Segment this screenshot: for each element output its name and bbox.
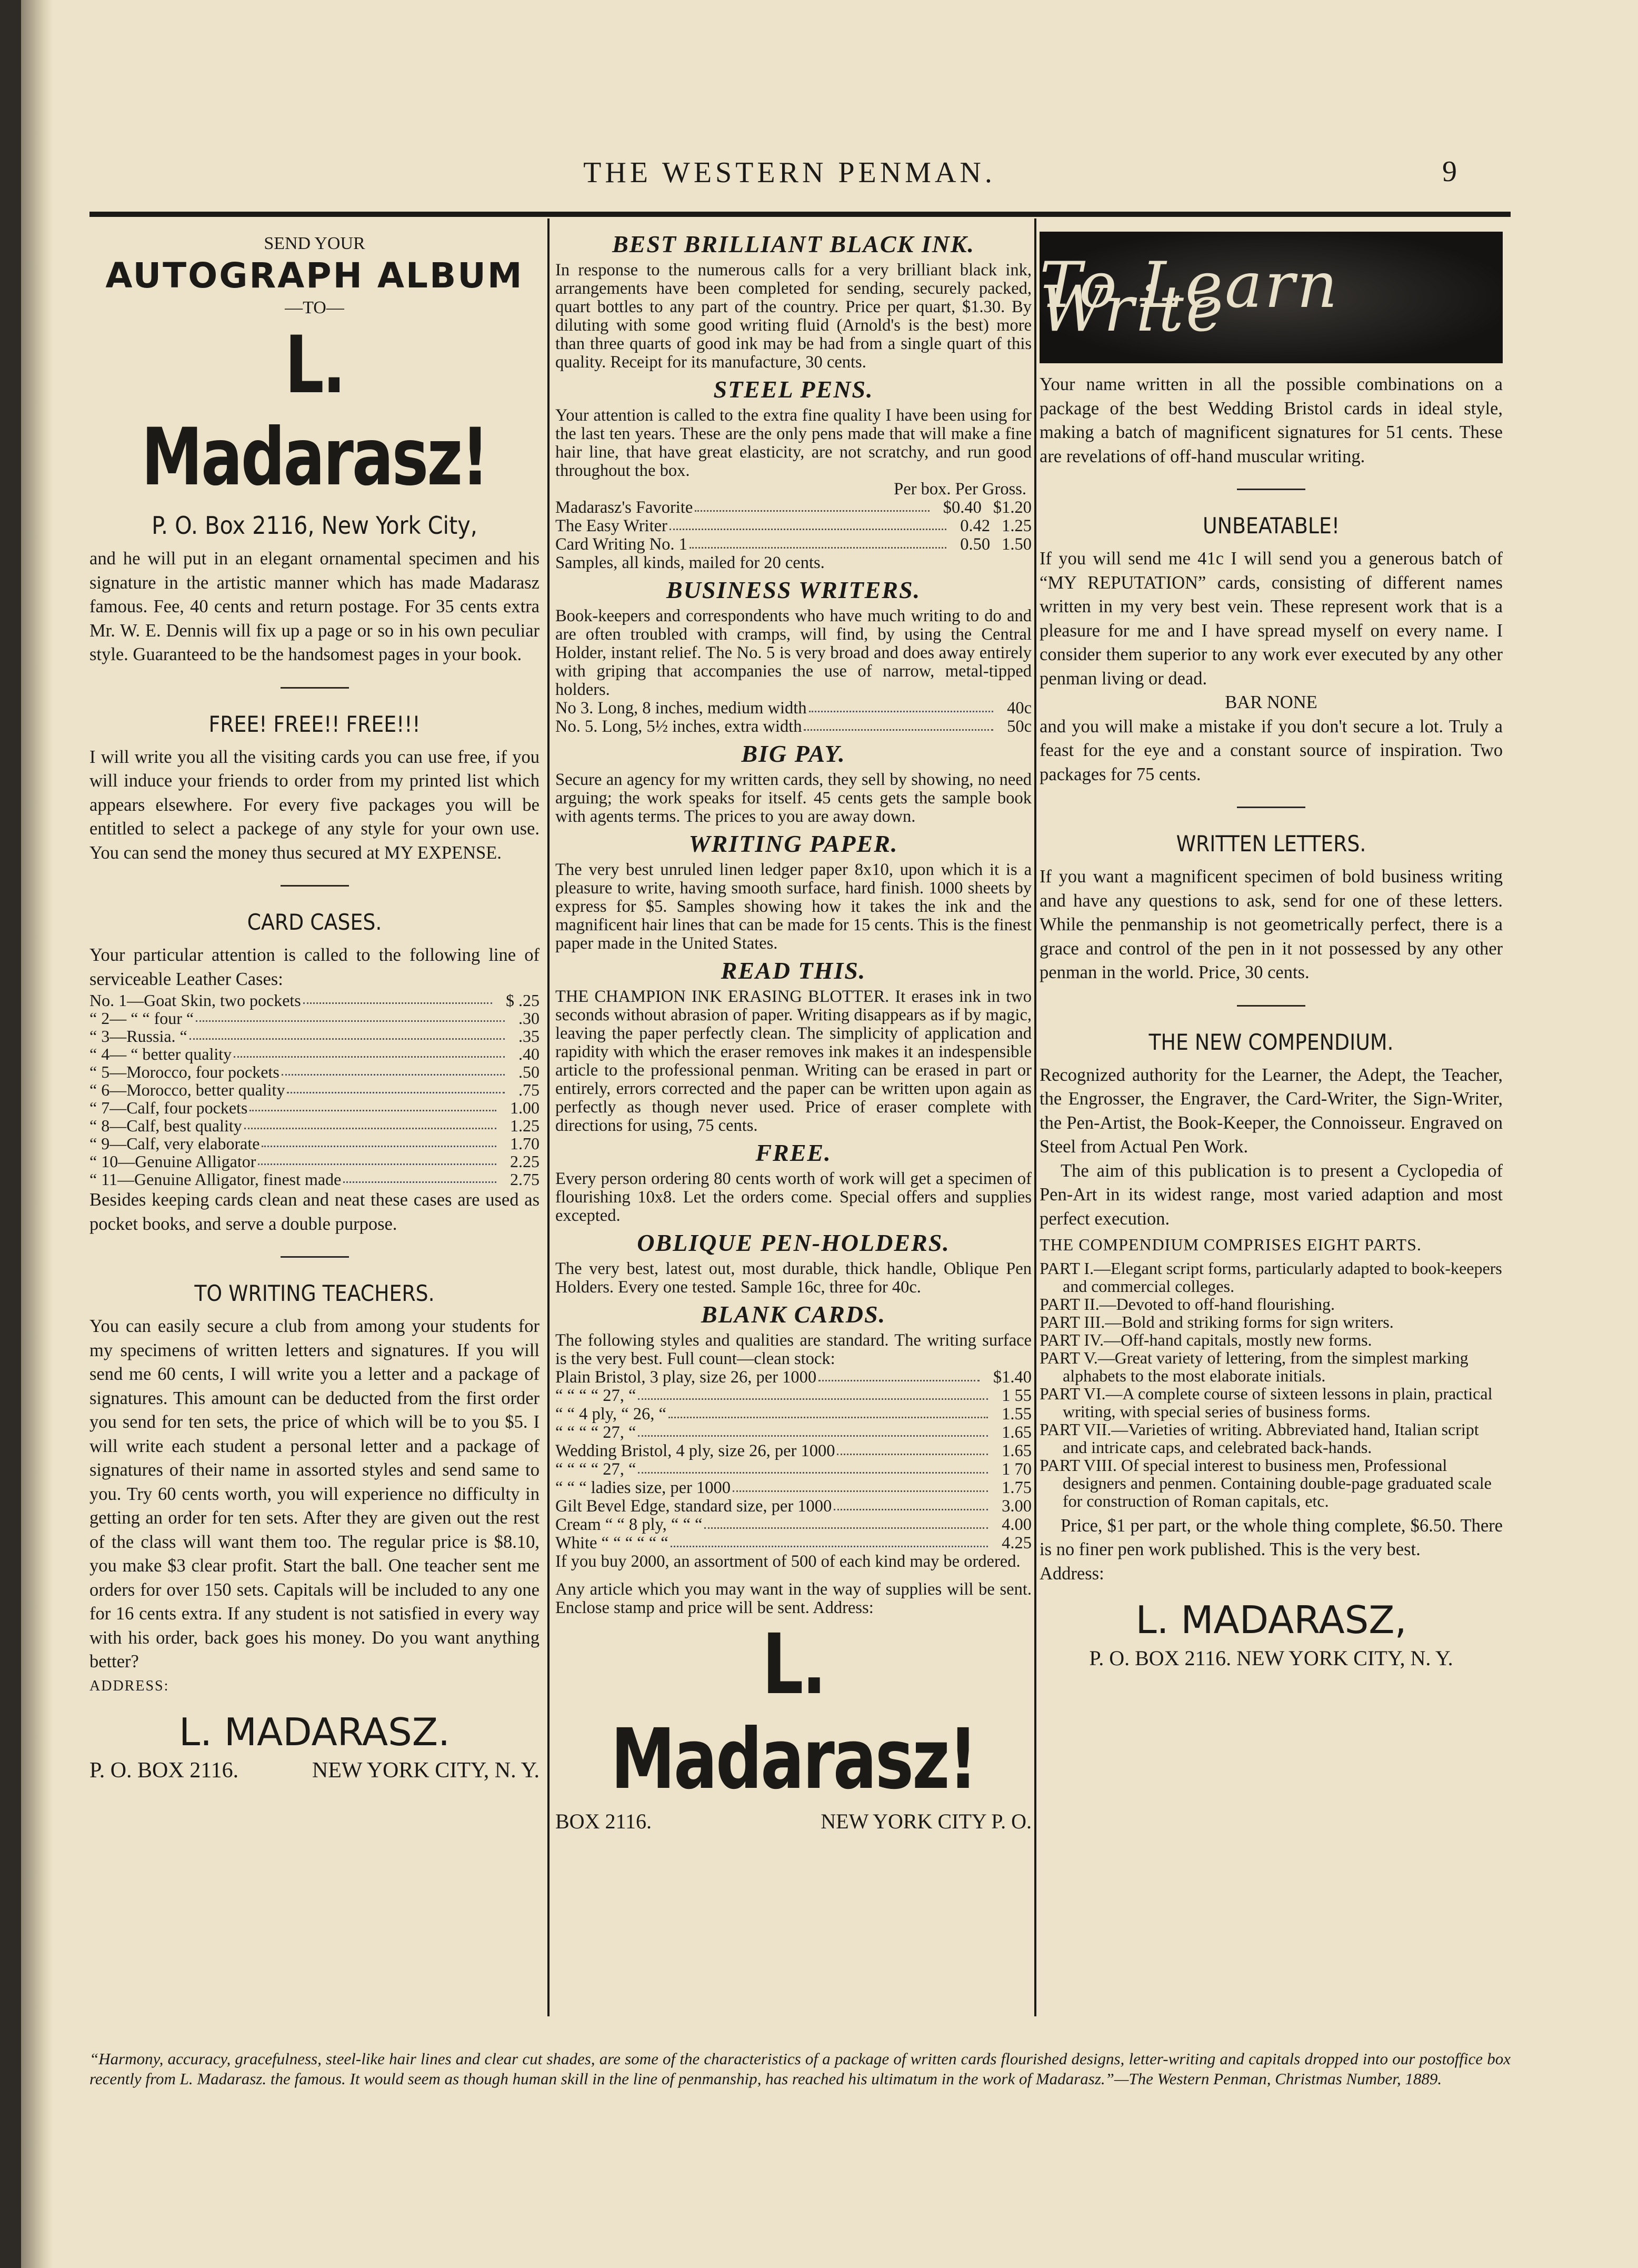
price-row: [555, 1424, 1032, 1442]
blank-cards-text: The following styles and qualities are standard. The writing surface is the very best. Full count—clean stock:: [555, 1331, 1032, 1368]
price-row: [555, 1497, 1032, 1516]
leader-dots: [690, 535, 946, 549]
autograph-text: and he will put in an elegant ornamental specimen and his signature in the artistic manner which has made Madarasz famous. Fee, 40 cents and return postage. For 35 cents extra Mr. W. E. Dennis will fix up a page or so in his own peculiar style. Guaranteed to be the handsomest pages in your book.: [89, 549, 540, 664]
row-price: 40c: [1007, 699, 1032, 718]
compendium-part: PART VII.—Varieties of writing. Abbreviated hand, Italian script and intricate caps, and celebrated back-hands.: [1040, 1419, 1479, 1457]
leader-dots: [695, 499, 929, 512]
row-label: “ “ 4 ply, “ 26, “: [555, 1405, 666, 1424]
column-rule-2: [1034, 218, 1036, 2016]
leader-dots: [258, 1152, 496, 1165]
price-row: [555, 699, 1032, 718]
supplies-text: Any article which you may want in the way of supplies will be sent. Enclose stamp and price will be sent. Address:: [555, 1580, 1032, 1617]
leader-dots: [189, 1027, 505, 1040]
price-row: [555, 1442, 1032, 1460]
leader-dots: [196, 1009, 505, 1022]
compendium-part: PART V.—Great variety of lettering, from the simplest marking alphabets to the most elaborate initials.: [1040, 1348, 1469, 1385]
big-pay-heading: BIG PAY.: [741, 740, 846, 767]
pens-list: [555, 499, 1032, 554]
row-gross: 1.25: [1002, 516, 1032, 535]
row-gross: 1.50: [1002, 535, 1032, 554]
leader-dots: [234, 1045, 505, 1058]
separator: [1237, 489, 1305, 490]
row-box: 0.42: [960, 516, 991, 535]
leader-dots: [343, 1170, 496, 1183]
leader-dots: [303, 991, 492, 1004]
price-row: [89, 1081, 540, 1099]
compendium-part: PART I.—Elegant script forms, particularly adapted to book-keepers and commercial colleges.: [1040, 1258, 1502, 1296]
row-label: Gilt Bevel Edge, standard size, per 1000: [555, 1497, 832, 1516]
price-text: Price, $1 per part, or the whole thing complete, $6.50. There is no finer pen work published. This is the very best.: [1040, 1515, 1503, 1559]
madarasz-name-2: L. Madarasz!: [611, 1616, 976, 1808]
leader-dots: [837, 1442, 988, 1455]
unbeatable-text: If you will send me 41c I will send you a generous batch of “MY REPUTATION” cards, consisting of different names written in my very best vein. These represent work that is a pleasure for me and I have spread myself on every name. I consider them superior to any work ever executed by any other penman living or dead.: [1040, 549, 1503, 689]
row-label: Card Writing No. 1: [555, 535, 687, 554]
holders-list: [555, 699, 1032, 736]
running-header: THE WESTERN PENMAN.: [583, 156, 996, 189]
business-writers-text: Book-keepers and correspondents who have much writing to do and are often troubled with cramps, will find, by using the Central Holder, instant relief. The No. 5 is very broad and does away entirely with griping that accompanies the use of narrow, metal-tipped holders.: [555, 606, 1032, 699]
leader-dots: [282, 1063, 505, 1076]
price-row: [555, 1460, 1032, 1479]
banner-script: To Learn Write: [1040, 248, 1340, 346]
address-label-3: Address:: [1040, 1563, 1104, 1584]
oblique-holders-text: The very best, latest out, most durable, thick handle, Oblique Pen Holders. Every one tested. Sample 16c, three for 40c.: [555, 1259, 1032, 1297]
address-city: NEW YORK CITY, N. Y.: [312, 1758, 540, 1783]
row-price: 4.25: [1002, 1534, 1032, 1553]
madarasz-name: L. Madarasz!: [141, 320, 488, 503]
price-row: [89, 1170, 540, 1188]
free-text: I will write you all the visiting cards you can use free, if you will induce your friends to order from my printed list which appears elsewhere. For every five packages you will be entitled to select a packege of any style for your own use. You can send the money thus secured at MY EXPENSE.: [89, 747, 540, 863]
row-label: “ 3—Russia. “: [89, 1027, 187, 1046]
row-label: “ 9—Calf, very elaborate: [89, 1134, 260, 1153]
price-row: [555, 499, 1032, 517]
compendium-parts-list: [1040, 1259, 1503, 1510]
writing-paper-text: The very best unruled linen ledger paper 8x10, upon which it is a pleasure to write, having smooth surface, hard finish. 1000 sheets by express for $5. Samples showing how it takes the ink and the magnificent hair lines that can be made for 15 cents. This is the finest paper made in the United States.: [555, 860, 1032, 953]
ink-heading: BEST BRILLIANT BLACK INK.: [612, 231, 975, 257]
to-learn-write-banner: [1040, 232, 1503, 363]
separator: [1237, 1005, 1305, 1007]
row-label: “ “ “ ladies size, per 1000: [555, 1478, 731, 1497]
row-label: Wedding Bristol, 4 ply, size 26, per 1000: [555, 1441, 835, 1460]
row-price: $ .25: [506, 991, 540, 1010]
row-price: 1 55: [1002, 1386, 1032, 1405]
page-number: 9: [1442, 155, 1457, 188]
price-row: [89, 1135, 540, 1152]
unbeatable-text-2: and you will make a mistake if you don't secure a lot. Truly a feast for the eye and a constant source of inspiration. Two packages for 75 cents.: [1040, 716, 1503, 784]
blank-cards-heading: BLANK CARDS.: [701, 1301, 886, 1328]
business-writers-heading: BUSINESS WRITERS.: [666, 576, 921, 603]
compendium-part: PART IV.—Off-hand capitals, mostly new forms.: [1040, 1330, 1372, 1349]
row-price: 1.65: [1002, 1441, 1032, 1460]
pens-text: Your attention is called to the extra fine quality I have been using for the last ten years. These are the only pens made that will make a fine hair line, that have great elasticity, are not scratchy, and run good throughout the box.: [555, 406, 1032, 480]
row-price: 1.55: [1002, 1405, 1032, 1424]
row-label: “ 7—Calf, four pockets: [89, 1098, 248, 1117]
autograph-box: P. O. Box 2116, New York City,: [152, 511, 477, 540]
writing-teachers-heading: TO WRITING TEACHERS.: [194, 1280, 435, 1306]
leader-dots: [638, 1460, 988, 1474]
row-label: Cream “ “ 8 ply, “ “ “: [555, 1515, 703, 1534]
row-label: “ 8—Calf, best quality: [89, 1116, 242, 1135]
leader-dots: [809, 699, 994, 712]
price-row: [555, 517, 1032, 535]
row-price: .40: [518, 1045, 540, 1063]
separator: [281, 885, 349, 887]
price-row: [89, 1099, 540, 1117]
leader-dots: [244, 1117, 496, 1129]
row-label: Madarasz's Favorite: [555, 498, 693, 517]
price-row: [89, 1027, 540, 1045]
free-heading: FREE! FREE!! FREE!!!: [208, 711, 421, 737]
newspaper-page: [21, 0, 1638, 2268]
free-text-2: Every person ordering 80 cents worth of work will get a specimen of flourishing 10x8. Let the orders come. Special offers and supplies excepted.: [555, 1169, 1032, 1225]
price-row: [555, 535, 1032, 554]
row-label: “ 11—Genuine Alligator, finest made: [89, 1170, 342, 1189]
address-line-2: [555, 1807, 1032, 1836]
address-city-2: NEW YORK CITY P. O.: [821, 1809, 1032, 1833]
row-price: .75: [518, 1080, 540, 1099]
row-gross: $1.20: [993, 498, 1032, 517]
column-rule-1: [547, 218, 550, 2016]
row-label: White “ “ “ “ “ “: [555, 1534, 668, 1553]
leader-dots: [638, 1424, 988, 1437]
compendium-part: PART II.—Devoted to off-hand flourishing.: [1040, 1294, 1335, 1314]
separator: [281, 1256, 349, 1258]
row-label: “ “ “ “ 27, “: [555, 1460, 636, 1479]
column-1: [89, 226, 540, 1785]
pens-note: Samples, all kinds, mailed for 20 cents.: [555, 553, 825, 572]
price-row: [555, 1479, 1032, 1497]
leader-dots: [804, 718, 993, 731]
separator: [281, 687, 349, 689]
card-cases-list: [89, 991, 540, 1188]
compendium-part: PART III.—Bold and striking forms for sign writers.: [1040, 1312, 1394, 1331]
price-row: [89, 1117, 540, 1135]
row-price: 2.75: [510, 1170, 540, 1189]
row-label: “ 5—Morocco, four pockets: [89, 1062, 279, 1081]
signature-name-3: L. MADARASZ,: [1135, 1598, 1407, 1642]
column-2: [555, 226, 1032, 1836]
price-row: [89, 1152, 540, 1170]
price-row: [555, 1387, 1032, 1405]
row-label: No. 5. Long, 5½ inches, extra width: [555, 717, 802, 736]
price-row: [555, 718, 1032, 736]
written-letters-text: If you want a magnificent specimen of bold business writing and have any questions to ask, send for one of these letters. While the penmanship is not geometrically perfect, there is a grace and control of the pen in it not possessed by any other penman in the world. Price, 30 cents.: [1040, 867, 1503, 982]
row-label: “ 6—Morocco, better quality: [89, 1080, 285, 1099]
row-price: 3.00: [1002, 1497, 1032, 1516]
row-label: No 3. Long, 8 inches, medium width: [555, 699, 807, 718]
row-label: “ 2— “ “ four “: [89, 1009, 194, 1028]
compendium-heading: THE NEW COMPENDIUM.: [1148, 1029, 1394, 1055]
row-price: 2.25: [510, 1152, 540, 1171]
row-price: 1 70: [1002, 1460, 1032, 1479]
price-row: [89, 1009, 540, 1027]
row-price: 4.00: [1002, 1515, 1032, 1534]
separator: [1237, 807, 1305, 808]
row-label: “ 4— “ better quality: [89, 1045, 232, 1063]
compendium-parts-head: THE COMPENDIUM COMPRISES EIGHT PARTS.: [1040, 1235, 1422, 1254]
price-row: [555, 1368, 1032, 1387]
read-this-text: THE CHAMPION INK ERASING BLOTTER. It erases ink in two seconds without abrasion of paper. Writing disappears as if by magic, leaving the paper perfectly clean. The simplicity of application and rapidity with which the eraser removes ink makes it an indespensible article to the professional penman. Writing can be erased in part or entirely, errors corrected and the paper can be written upon again as perfectly as though never used. Price of eraser complete with directions for using, 75 cents.: [555, 987, 1032, 1135]
row-price: .35: [518, 1027, 540, 1046]
signatures-text: Your name written in all the possible combinations on a package of the best Wedding Bristol cards in ideal style, making a batch of magnificent signatures for 51 cents. These are revelations of off-hand muscular writing.: [1040, 374, 1503, 466]
leader-dots: [818, 1368, 980, 1381]
row-label: Plain Bristol, 3 play, size 26, per 1000: [555, 1368, 817, 1387]
leader-dots: [671, 1534, 988, 1547]
row-price: .30: [518, 1009, 540, 1028]
writing-teachers-text: You can easily secure a club from among your students for my specimens of written letters and signatures. If you will send me 60 cents, I will write you a letter and a package of signatures. This amount can be deducted from the first order you send for ten sets, the price of which will be to you $5. I will write each student a personal letter and a package of signatures of their name in assorted styles and send same to you. Try 60 cents worth, you will experience no difficulty in getting an order for ten sets. After they are given out the rest of the class will want them too. The regular price is $8.10, you make $3 clear profit. Start the ball. One teacher sent me orders for over 150 sets. Capitals will be included to any one for 16 cents extra. If any student is not satisfied in every way with his order, back goes his money. Do you want anything better?: [89, 1316, 540, 1672]
autograph-title: AUTOGRAPH ALBUM: [105, 255, 524, 296]
price-row: [555, 1534, 1032, 1553]
leader-dots: [733, 1479, 988, 1492]
ink-text: In response to the numerous calls for a very brilliant black ink, arrangements have been completed for sending, securely packed, quart bottles to any part of the country. Price per quart, $1.30. By diluting with some good writing fluid (Arnold's is the best) more than three quarts of good ink may be had from a single quart of this quality. Receipt for its manufacture, 30 cents.: [555, 261, 1032, 372]
row-box: 0.50: [960, 535, 991, 554]
compendium-part: PART VI.—A complete course of sixteen lessons in plain, practical writing, with special series of business forms.: [1040, 1384, 1493, 1421]
row-label: The Easy Writer: [555, 516, 667, 535]
leader-dots: [262, 1135, 496, 1147]
address-box: P. O. BOX 2116.: [89, 1758, 239, 1783]
card-cases-outro: Besides keeping cards clean and neat these cases are used as pocket books, and serve a double purpose.: [89, 1190, 540, 1234]
row-label: “ 10—Genuine Alligator: [89, 1152, 256, 1171]
row-box: $0.40: [943, 498, 982, 517]
pens-table-head: Per box. Per Gross.: [894, 480, 1026, 499]
footer-quote: “Harmony, accuracy, gracefulness, steel-like hair lines and clear cut shades, are some of the characteristics of a package of written cards flourished designs, letter-writing and capitals dropped into our postoffice box recently from L. Madarasz. the famous. It would seem as though human skill in the line of penmanship, has reached his ultimatum in the work of Madarasz.”—The Western Penman, Christmas Number, 1889.: [89, 2050, 1511, 2088]
leader-dots: [704, 1516, 988, 1529]
compendium-text-2: The aim of this publication is to present a Cyclopedia of Pen-Art in its widest range, most varied adaption and most perfect execution.: [1040, 1160, 1503, 1229]
address-line-3: P. O. BOX 2116. NEW YORK CITY, N. Y.: [1089, 1646, 1453, 1670]
autograph-to: —TO—: [285, 297, 344, 317]
row-price: 1.25: [510, 1116, 540, 1135]
written-letters-heading: WRITTEN LETTERS.: [1176, 831, 1366, 857]
price-row: [89, 1063, 540, 1081]
leader-dots: [287, 1081, 505, 1093]
header-rule: [89, 212, 1511, 217]
read-this-heading: READ THIS.: [721, 957, 866, 984]
leader-dots: [668, 1405, 988, 1418]
row-price: .50: [518, 1062, 540, 1081]
pens-heading: STEEL PENS.: [713, 376, 874, 403]
big-pay-text: Secure an agency for my written cards, they sell by showing, no need arguing; the work speaks for itself. 45 cents gets the sample book with agents terms. The prices to you are away down.: [555, 770, 1032, 826]
price-row: [89, 1045, 540, 1063]
price-row: [89, 991, 540, 1009]
row-price: 1.70: [510, 1134, 540, 1153]
writing-paper-heading: WRITING PAPER.: [688, 830, 898, 857]
row-label: “ “ “ “ 27, “: [555, 1386, 636, 1405]
leader-dots: [249, 1099, 496, 1111]
price-row: [555, 1405, 1032, 1424]
leader-dots: [670, 517, 946, 530]
column-3: [1040, 226, 1503, 1673]
blank-cards-list: [555, 1368, 1032, 1553]
address-box-2: BOX 2116.: [555, 1809, 652, 1833]
card-cases-intro: Your particular attention is called to the following line of serviceable Leather Cases:: [89, 945, 540, 989]
leader-dots: [638, 1387, 988, 1400]
free-heading-2: FREE.: [755, 1139, 832, 1166]
row-price: 1.00: [510, 1098, 540, 1117]
autograph-intro: SEND YOUR: [264, 234, 365, 253]
blank-cards-outro: If you buy 2000, an assortment of 500 of each kind may be ordered.: [555, 1552, 1021, 1571]
compendium-part: PART VIII. Of special interest to business men, Professional designers and penmen. Containing double-page graduated scale for construction of Roman capitals, etc.: [1040, 1455, 1492, 1510]
compendium-text: Recognized authority for the Learner, the Adept, the Teacher, the Engrosser, the Engraver, the Card-Writer, the Sign-Writer, the Pen-Artist, the Book-Keeper, the Connoisseur. Engraved on Steel from Actual Pen Work.: [1040, 1065, 1503, 1157]
signature-name: L. MADARASZ.: [179, 1710, 450, 1754]
oblique-holders-heading: OBLIQUE PEN-HOLDERS.: [637, 1229, 950, 1256]
unbeatable-heading: UNBEATABLE!: [1203, 513, 1340, 539]
bar-none: BAR NONE: [1225, 692, 1317, 712]
leader-dots: [834, 1497, 988, 1510]
row-price: 1.65: [1002, 1423, 1032, 1442]
row-price: 50c: [1007, 717, 1032, 736]
price-row: [555, 1516, 1032, 1534]
address-label: ADDRESS:: [89, 1677, 169, 1694]
card-cases-heading: CARD CASES.: [247, 909, 382, 935]
row-label: No. 1—Goat Skin, two pockets: [89, 991, 301, 1010]
row-label: “ “ “ “ 27, “: [555, 1423, 636, 1442]
row-price: $1.40: [993, 1368, 1032, 1387]
address-line: [89, 1756, 540, 1785]
row-price: 1.75: [1002, 1478, 1032, 1497]
